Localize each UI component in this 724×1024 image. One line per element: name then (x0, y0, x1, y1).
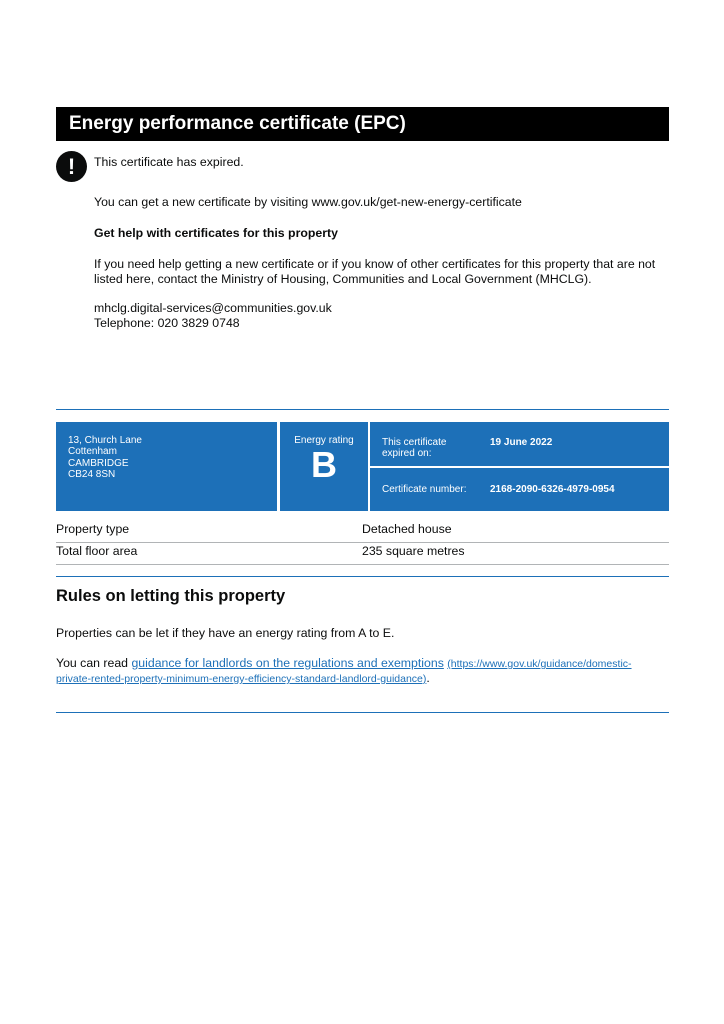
landlord-guidance-link[interactable]: guidance for landlords on the regulations and exemptions (131, 656, 444, 670)
property-type-row (56, 520, 669, 543)
address-line-2: Cottenham (68, 446, 117, 458)
property-type-key: Property type (56, 522, 130, 536)
certificate-number-panel (370, 468, 669, 511)
expiry-panel (370, 422, 669, 466)
divider (56, 712, 669, 713)
help-heading: Get help with certificates for this property (94, 226, 338, 240)
expired-on-label: This certificate expired on: (382, 437, 447, 460)
landlord-guidance-paragraph (56, 656, 656, 686)
divider (56, 409, 669, 410)
help-text: If you need help getting a new certificate or if you know of other certificates for this property that are not listed here, contact the Ministry of Housing, Communities and Local Government (MHCLG). (94, 257, 656, 286)
certificate-number: 2168-2090-6326-4979-0954 (490, 484, 615, 495)
property-type-value: Detached house (362, 522, 452, 536)
address-panel (56, 422, 277, 511)
expired-on-date: 19 June 2022 (490, 437, 553, 448)
read-prefix: You can read (56, 656, 132, 670)
contact-telephone: Telephone: 020 3829 0748 (94, 316, 240, 330)
floor-area-value: 235 square metres (362, 544, 465, 558)
energy-rating-panel (280, 422, 368, 511)
floor-area-row (56, 542, 669, 565)
warning-icon: ! (56, 151, 87, 182)
letting-heading: Rules on letting this property (56, 587, 286, 605)
floor-area-key: Total floor area (56, 544, 138, 558)
new-certificate-text: You can get a new certificate by visiting www.gov.uk/get-new-energy-certificate (94, 195, 522, 209)
suffix: . (426, 671, 430, 685)
landlord-guidance-url[interactable]: (https://www.gov.uk/guidance/domestic-private-rented-property-minimum-energy-efficiency-standard-landlord-guidance) (56, 658, 632, 685)
letting-rule: Properties can be let if they have an energy rating from A to E. (56, 626, 395, 640)
energy-rating-label: Energy rating (294, 435, 354, 446)
certificate-number-label: Certificate number: (382, 484, 467, 495)
expired-notice: This certificate has expired. (94, 155, 244, 169)
energy-rating-value: B (311, 444, 337, 485)
divider (56, 576, 669, 577)
page-title: Energy performance certificate (EPC) (56, 107, 669, 141)
address-line-1: 13, Church Lane (68, 435, 142, 446)
address-line-3: CAMBRIDGE (68, 457, 129, 469)
address-postcode: CB24 8SN (68, 469, 116, 481)
contact-email: mhclg.digital-services@communities.gov.uk (94, 301, 332, 315)
